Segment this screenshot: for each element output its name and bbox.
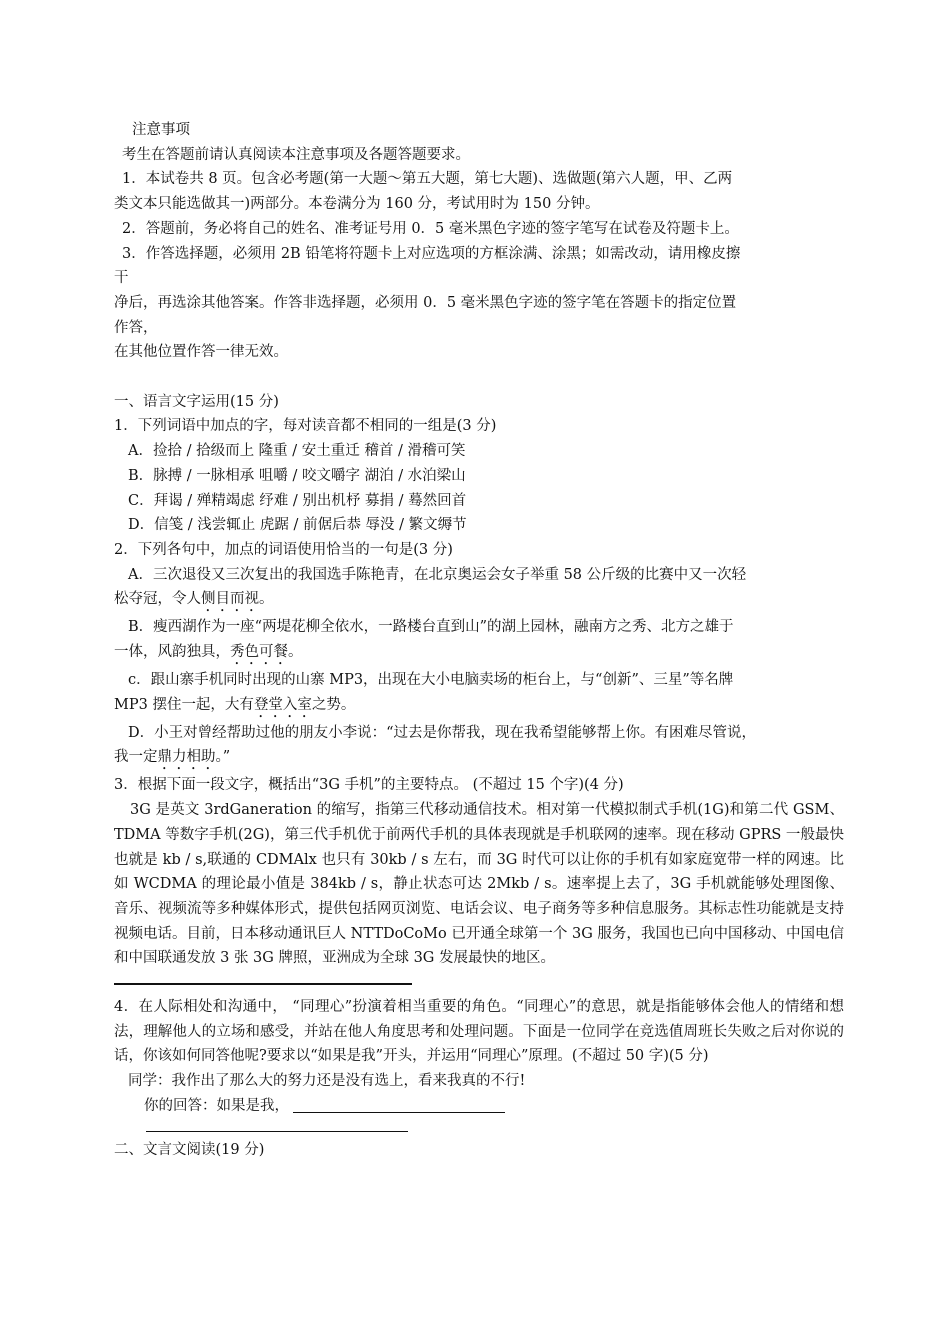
q1-option-c: C．拜谒 / 殚精竭虑 纾难 / 别出机杼 募捐 / 蓦然回首 — [128, 492, 467, 509]
q1-stem: 1．下列词语中加点的字，每对读音都不相同的一组是(3 分) — [114, 418, 497, 435]
notice-item-3e: 在其他位置作答一律无效。 — [114, 344, 288, 361]
exam-page — [114, 118, 844, 1162]
section1-title: 一、语言文字运用(15 分) — [114, 393, 279, 410]
notice-intro: 考生在答题前请认真阅读本注意事项及各题答题要求。 — [122, 146, 470, 163]
spacer — [114, 365, 844, 390]
notice-item-3c: 净后，再选涂其他答案。作答非选择题，必须用 0．5 毫米黑色字迹的签字笔在答题卡的指定位置 — [114, 294, 737, 311]
section2-title: 二、文言文阅读(19 分) — [114, 1141, 265, 1158]
dotted-phrase: 秀色可餐 — [230, 644, 288, 661]
answer-prompt: 你的回答：如果是我， — [144, 1097, 289, 1114]
q1-option-d: D．信笺 / 浅尝辄止 虎踞 / 前倨后恭 辱没 / 繁文缛节 — [128, 517, 467, 534]
notice-title: 注意事项 — [132, 122, 190, 138]
q1-option-b: B．脉搏 / 一脉相承 咀嚼 / 咬文嚼字 湖泊 / 水泊梁山 — [128, 467, 466, 484]
q2-option-d-line2: 我一定鼎力相助。” — [114, 749, 231, 766]
q4-answer-row — [114, 1094, 844, 1119]
q2-option-d-line1: D．小王对曾经帮助过他的朋友小李说：“过去是你帮我，现在我希望能够帮上你。有困难尽管说， — [128, 724, 757, 741]
q2-option-b-line2: 一体，风韵独具，秀色可餐。 — [114, 644, 303, 661]
q2-option-c-line2: MP3 摆住一起，大有登堂入室之势。 — [114, 696, 356, 713]
dotted-phrase: 鼎力相助 — [157, 749, 216, 766]
q2-option-a-line2: 松夺冠，令人侧目而视。 — [114, 591, 274, 608]
q4-stem: 4．在人际相处和沟通中， “同理心”扮演着相当重要的角色。“同理心”的意思，就是指能够体会他人的情绪和想法，理解他人的立场和感受，并站在他人角度思考和处理问题。下面是一位同学在竞选值周班长失败之后对你说的话，你该如何同答他呢?要求以“如果是我”开头，并运用“同理心”原理。(不超过 50 字)(5 分) — [114, 999, 844, 1065]
answer-blank-line2[interactable] — [146, 1131, 408, 1132]
q2-option-b-line1: B．瘦西湖作为一座“两堤花柳全依水，一路楼台直到山”的湖上园林，融南方之秀、北方之雄于 — [128, 619, 734, 636]
answer-blank[interactable] — [293, 1096, 505, 1113]
q2-option-c-line1: c．跟山寨手机同时出现的山寨 MP3，出现在大小电脑卖场的柜台上，与“创新”、三星”等名牌 — [128, 672, 734, 689]
q3-passage: 3G 是英文 3rdGaneration 的缩写，指第三代移动通信技术。相对第一代模拟制式手机(1G)和第二代 GSM、TDMA 等数字手机(2G)，第三代手机优于前两代手机的具体表现就是手机联网的速率。现在移动 GPRS 一般最快也就是 kb / s,联通的 CDMAlx 也只有 30kb / s 左右，而 3G 时代可以让你的手机有如家庭宽带一样的网速。比如 WCDMA 的理论最小值是 384kb / s，静止状态可达 2Mkb / s。速率提上去了，3G 手机就能够处理图像、音乐、视频流等多种媒体形式，提供包括网页浏览、电话会议、电子商务等多种信息服务。其标志性功能就是支持视频电话。目前，日本移动通讯巨人 NTTDoCoMo 已开通全球第一个 3G 服务，我国也已向中国移动、中国电信和中国联通发放 3 张 3G 牌照，亚洲成为全球 3G 发展最快的地区。 — [114, 802, 844, 967]
notice-item-2: 2．答题前，务必将自己的姓名、准考证号用 0．5 毫米黑色字迹的签字笔写在试卷及符题卡上。 — [122, 220, 739, 237]
q1-option-a: A．捡拾 / 拾级而上 隆重 / 安土重迁 稽首 / 滑稽可笑 — [128, 443, 466, 460]
notice-item-3b: 干 — [114, 270, 129, 287]
notice-item-3d: 作答， — [114, 319, 158, 336]
notice-item-3a: 3．作答选择题，必须用 2B 铅笔将符题卡上对应选项的方框涂满、涂黑；如需改动，请用橡皮擦 — [122, 245, 741, 262]
q3-stem: 3．根据下面一段文字，概括出“3G 手机”的主要特点。 (不超过 15 个字)(4 分) — [114, 777, 624, 794]
dotted-phrase: 登堂入室 — [253, 696, 312, 713]
q4-classmate-quote: 同学：我作出了那么大的努力还是没有选上，看来我真的不行! — [128, 1073, 526, 1090]
notice-item-1a: 1．本试卷共 8 页。包含必考题(第一大题～第五大题，第七大题)、选做题(第六人题，甲、乙两 — [122, 171, 733, 188]
dotted-phrase: 侧目而视 — [201, 591, 259, 608]
notice-item-1b: 类文本只能选做其一)两部分。本卷满分为 160 分，考试用时为 150 分钟。 — [114, 196, 600, 213]
q2-stem: 2．下列各句中，加点的词语使用恰当的一句是(3 分) — [114, 541, 453, 558]
q2-option-a-line1: A．三次退役又三次复出的我国选手陈艳青，在北京奥运会女子举重 58 公斤级的比赛中又一次轻 — [128, 566, 747, 583]
answer-line[interactable] — [114, 983, 412, 985]
